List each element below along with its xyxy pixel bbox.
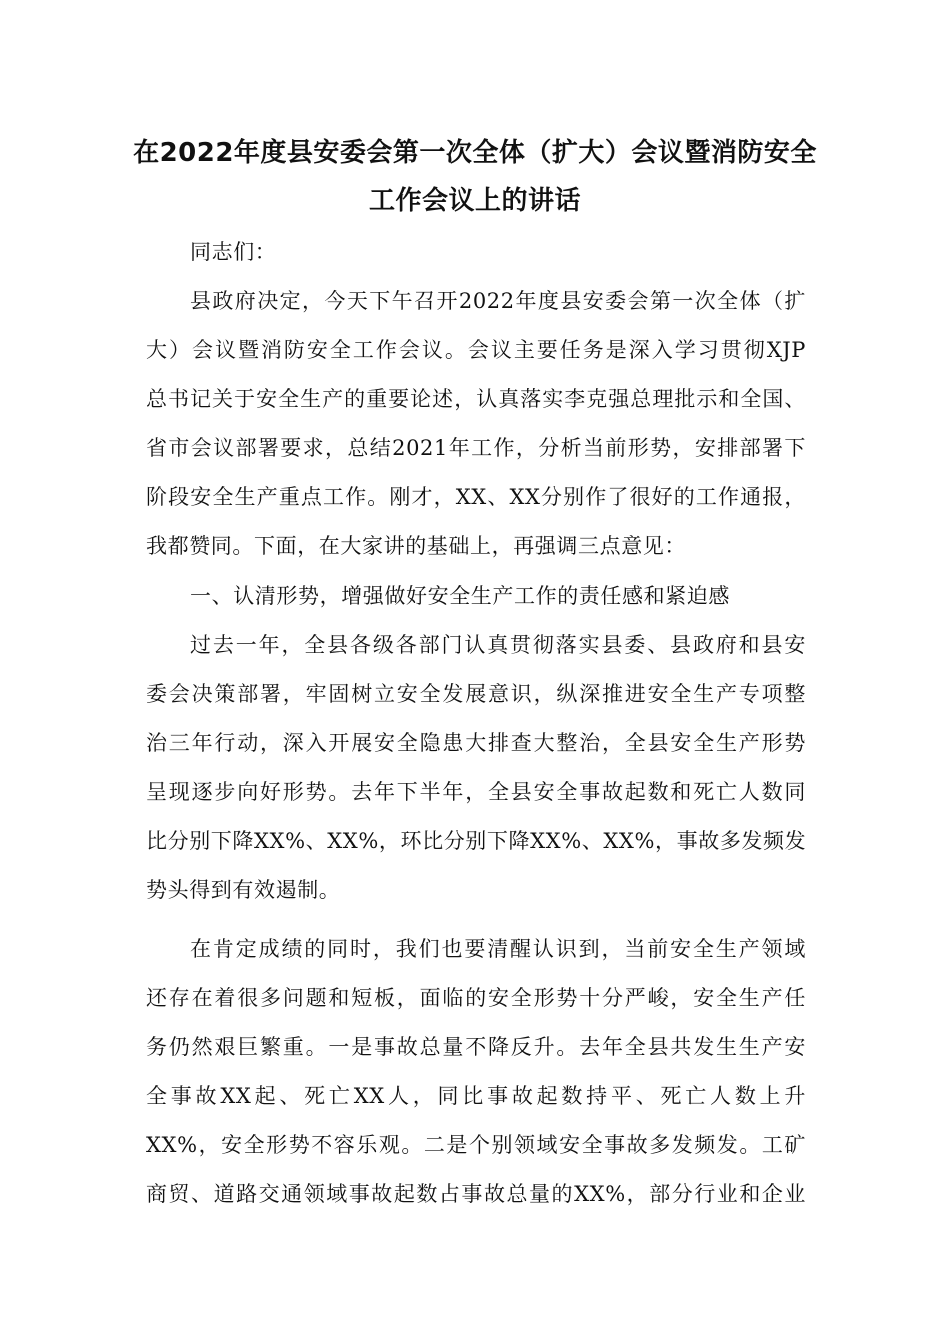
paragraph-2-line-6: 势头得到有效遏制。 bbox=[146, 878, 341, 902]
paragraph-3-line-1: 在肯定成绩的同时，我们也要清醒认识到，当前安全生产领域 bbox=[190, 937, 806, 961]
paragraph-2-line-1: 过去一年，全县各级各部门认真贯彻落实县委、县政府和县安 bbox=[190, 633, 806, 657]
paragraph-1-line-5: 阶段安全生产重点工作。刚才，XX、XX分别作了很好的工作通报， bbox=[146, 485, 806, 509]
paragraph-2-line-2: 委会决策部署，牢固树立安全发展意识，纵深推进安全生产专项整 bbox=[146, 682, 806, 706]
document-title-line-2: 工作会议上的讲话 bbox=[368, 186, 581, 216]
paragraph-3-line-6: 商贸、道路交通领域事故起数占事故总量的XX%，部分行业和企业 bbox=[146, 1182, 806, 1206]
paragraph-2-line-5: 比分别下降XX%、XX%，环比分别下降XX%、XX%，事故多发频发 bbox=[146, 829, 807, 853]
paragraph-1-line-1: 县政府决定，今天下午召开2022年度县安委会第一次全体（扩 bbox=[190, 289, 806, 313]
section-heading-1: 一、认清形势，增强做好安全生产工作的责任感和紧迫感 bbox=[190, 584, 730, 608]
paragraph-3-line-4: 全事故XX起、死亡XX人，同比事故起数持平、死亡人数上升 bbox=[146, 1084, 806, 1108]
paragraph-3-line-5: XX%，安全形势不容乐观。二是个别领域安全事故多发频发。工矿 bbox=[146, 1133, 806, 1157]
paragraph-1-line-4: 省市会议部署要求，总结2021年工作，分析当前形势，安排部署下 bbox=[146, 436, 806, 460]
paragraph-1-line-2: 大）会议暨消防安全工作会议。会议主要任务是深入学习贯彻XJP bbox=[146, 338, 806, 362]
paragraph-1-line-6: 我都赞同。下面，在大家讲的基础上，再强调三点意见： bbox=[146, 534, 686, 558]
paragraph-3-line-3: 务仍然艰巨繁重。一是事故总量不降反升。去年全县共发生生产安 bbox=[146, 1035, 806, 1059]
paragraph-3-line-2: 还存在着很多问题和短板，面临的安全形势十分严峻，安全生产任 bbox=[146, 986, 806, 1010]
paragraph-2-line-3: 治三年行动，深入开展安全隐患大排查大整治，全县安全生产形势 bbox=[146, 731, 806, 755]
paragraph-1-line-3: 总书记关于安全生产的重要论述，认真落实李克强总理批示和全国、 bbox=[146, 387, 806, 411]
salutation: 同志们： bbox=[190, 240, 277, 264]
paragraph-2-line-4: 呈现逐步向好形势。去年下半年，全县安全事故起数和死亡人数同 bbox=[146, 780, 806, 804]
document-title-line-1: 在2022年度县安委会第一次全体（扩大）会议暨消防安全 bbox=[133, 138, 817, 168]
